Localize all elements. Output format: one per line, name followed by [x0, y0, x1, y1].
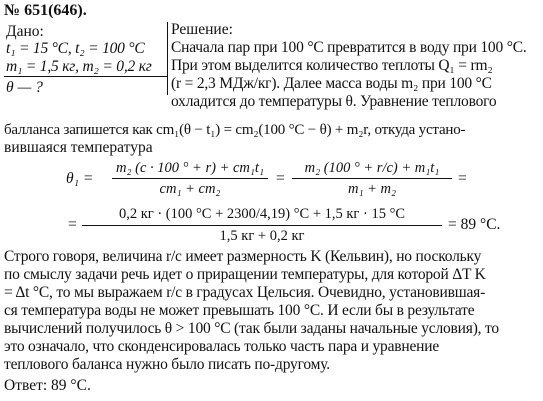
fraction-denominator: 1,5 кг + 0,2 кг: [219, 228, 305, 244]
given-heading: Дано:: [6, 23, 44, 40]
equals-sign: =: [458, 170, 467, 187]
solution-line: охладится до температуры θ. Уравнение теплового: [171, 93, 497, 110]
fraction-numerator: 0,2 кг · (100 °C + 2300/4,19) °C + 1,5 кг · 15 °C: [118, 206, 406, 222]
equation-lhs: θ₁ =: [66, 170, 94, 187]
problem-number: № 651(646).: [4, 2, 87, 19]
equals-sign: =: [276, 170, 285, 187]
fraction-numerator: m₂ (100 ° + r/c) + m₁t₁: [304, 160, 440, 176]
paragraph-line: ся температура воды не может превышать 100 °C. И если бы в результате: [4, 302, 475, 319]
given-line-masses: m₁ = 1,5 кг, m₂ = 0,2 кг: [6, 58, 152, 75]
solution-line: балланса запишется как cm₁(θ − t₁) = cm₂(100 °C − θ) + m₂r, откуда устано-: [4, 122, 466, 138]
equation-result: = 89 °C.: [448, 216, 501, 233]
fraction-denominator: cm₁ + cm₂: [159, 181, 221, 197]
solution-line: При этом выделится количество теплоты Q₁ = rm₂: [171, 57, 493, 74]
equals-sign: =: [68, 216, 77, 233]
solution-heading: Решение:: [171, 21, 233, 38]
paragraph-line: = Δt °C, то мы выражаем r/c в градусах Цельсия. Очевидно, установившая-: [4, 284, 486, 301]
solution-line: (r = 2,3 МДж/кг). Далее масса воды m₂ при 100 °C: [171, 75, 492, 92]
solution-line: вившаяся температура: [4, 139, 153, 156]
solution-line: Сначала пар при 100 °C превратится в воду при 100 °C.: [171, 39, 527, 56]
paragraph-line: теплового баланса нужно было писать по-другому.: [4, 356, 330, 373]
fraction-denominator: m₁ + m₂: [347, 181, 397, 197]
paragraph-line: по смыслу задачи речь идет о приращении температуры, для которой ΔT K: [4, 266, 486, 283]
answer: Ответ: 89 °C.: [4, 377, 91, 394]
paragraph-line: вычислений получилось θ > 100 °C (так были заданы начальные условия), то: [4, 320, 499, 337]
given-find: θ — ?: [6, 79, 43, 96]
given-divider: [4, 76, 167, 77]
given-line-temperatures: t₁ = 15 °C, t₂ = 100 °C: [6, 40, 145, 57]
fraction-bar: [112, 178, 268, 179]
fraction-numerator: m₂ (c · 100 ° + r) + cm₁t₁: [115, 160, 264, 176]
fraction-bar: [82, 225, 442, 226]
paragraph-line: Строго говоря, величина r/c имеет размерность K (Кельвин), но поскольку: [4, 248, 482, 265]
fraction-bar: [292, 178, 452, 179]
paragraph-line: это означало, что сконденсировалась только часть пара и уравнение: [4, 338, 440, 355]
given-vertical-divider: [167, 22, 168, 95]
